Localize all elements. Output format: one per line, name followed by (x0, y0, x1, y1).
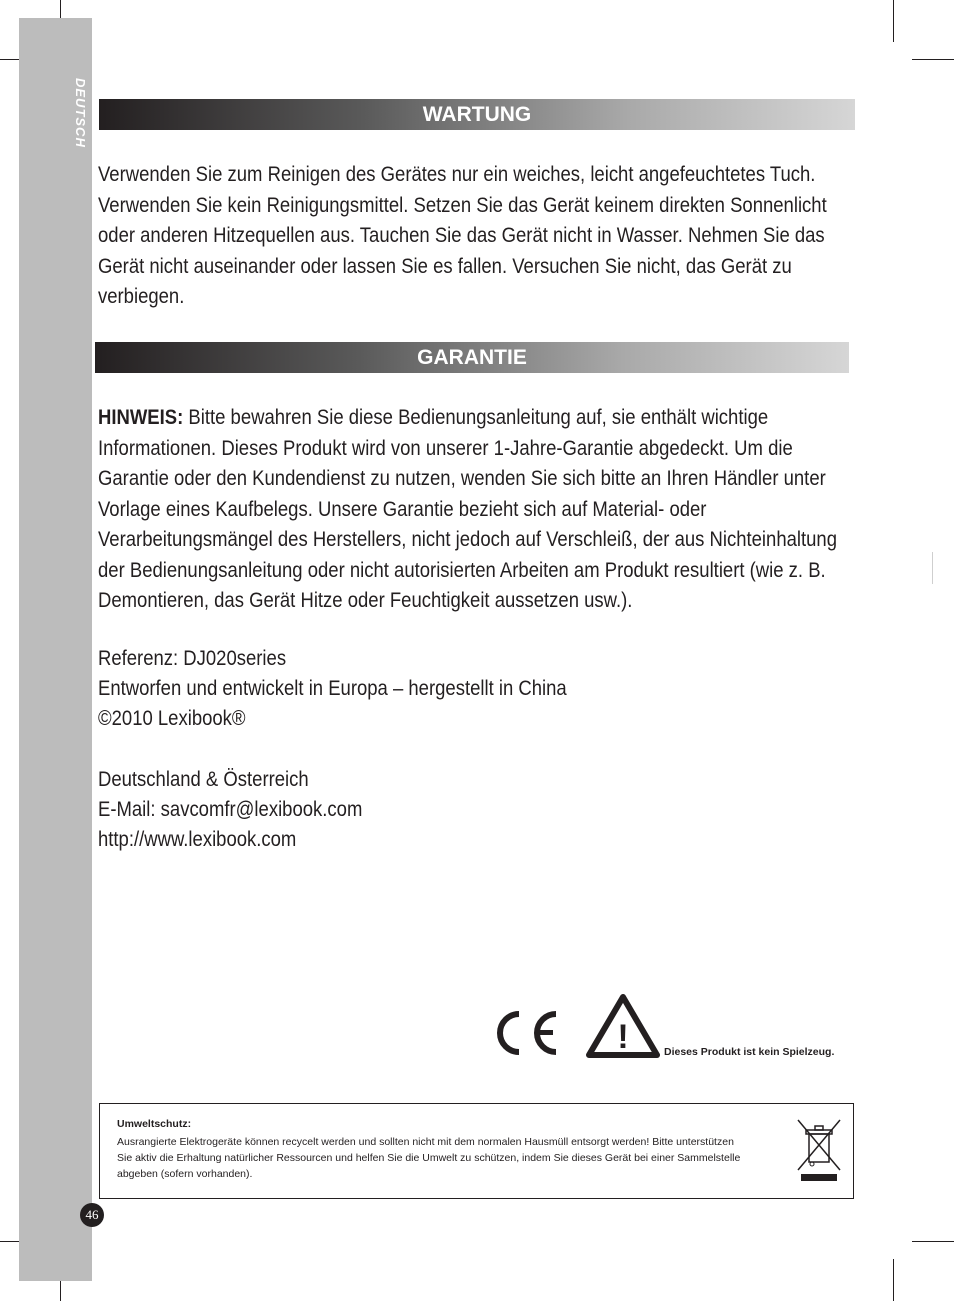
side-bar (19, 18, 92, 1281)
crossed-bin-icon (796, 1116, 842, 1184)
crop-mark (912, 59, 954, 60)
language-label: DEUTSCH (73, 78, 88, 148)
warning-triangle-icon (586, 994, 660, 1058)
garantie-heading: GARANTIE (95, 342, 849, 373)
hinweis-label: HINWEIS: (98, 405, 184, 429)
wartung-heading: WARTUNG (99, 99, 855, 130)
crop-mark (912, 1241, 954, 1242)
page-number: 46 (80, 1203, 104, 1227)
ce-mark-icon (488, 1008, 560, 1058)
designed-line: Entworfen und entwickelt in Europa – hergestellt in China (98, 676, 567, 700)
toy-notice: Dieses Produkt ist kein Spielzeug. (664, 1046, 835, 1058)
crop-mark (893, 1259, 894, 1301)
region-line: Deutschland & Österreich (98, 767, 309, 791)
reference-line: Referenz: DJ020series (98, 646, 287, 670)
environment-title: Umweltschutz: (117, 1118, 192, 1130)
copyright-line: ©2010 Lexibook® (98, 706, 246, 730)
wartung-text: Verwenden Sie zum Reinigen des Gerätes nur ein weiches, leicht angefeuchtetes Tuch. Verwenden Sie kein Reinigungsmittel. Setzen Sie das Gerät keinem direkten Sonnenlicht oder anderen Hitzequellen aus. Tauchen Sie das Gerät nicht in Wasser. Nehmen Sie das Gerät nicht auseinander oder lassen Sie es fallen. Versuchen Sie nicht, das Gerät zu verbiegen. (98, 162, 827, 308)
crop-mark (893, 0, 894, 42)
environment-box (99, 1103, 854, 1199)
website-link[interactable]: http://www.lexibook.com (98, 827, 297, 851)
warning-symbol: ! (617, 1018, 629, 1056)
email-line: E-Mail: savcomfr@lexibook.com (98, 797, 363, 821)
garantie-body: Bitte bewahren Sie diese Bedienungsanleitung auf, sie enthält wichtige Informationen. Dieses Produkt wird von unserer 1-Jahre-Garantie abgedeckt. Um die Garantie oder den Kundendienst zu nutzen, wenden Sie sich bitte an Ihren Händler unter Vorlage eines Kaufbelegs. Unsere Garantie bezieht sich auf Material- oder Verarbeitungsmängel des Herstellers, nicht jedoch auf Verschleiß, der aus Nichteinhaltung der Bedienungsanleitung oder nicht autorisierten Arbeiten am Produkt resultiert (wie z. B. Demontieren, das Gerät Hitze oder Feuchtigkeit aussetzen usw.). (98, 405, 837, 612)
crop-mark (932, 552, 933, 584)
environment-text: Ausrangierte Elektrogeräte können recycelt werden und sollten nicht mit dem normalen Hausmüll entsorgt werden! Bitte unterstützen Sie aktiv die Erhaltung natürlicher Ressourcen und helfen Sie die Umwelt zu schützen, indem Sie dieses Gerät bei einer Sammelstelle abgeben (sofern vorhanden). (117, 1136, 741, 1180)
garantie-text (98, 402, 868, 616)
